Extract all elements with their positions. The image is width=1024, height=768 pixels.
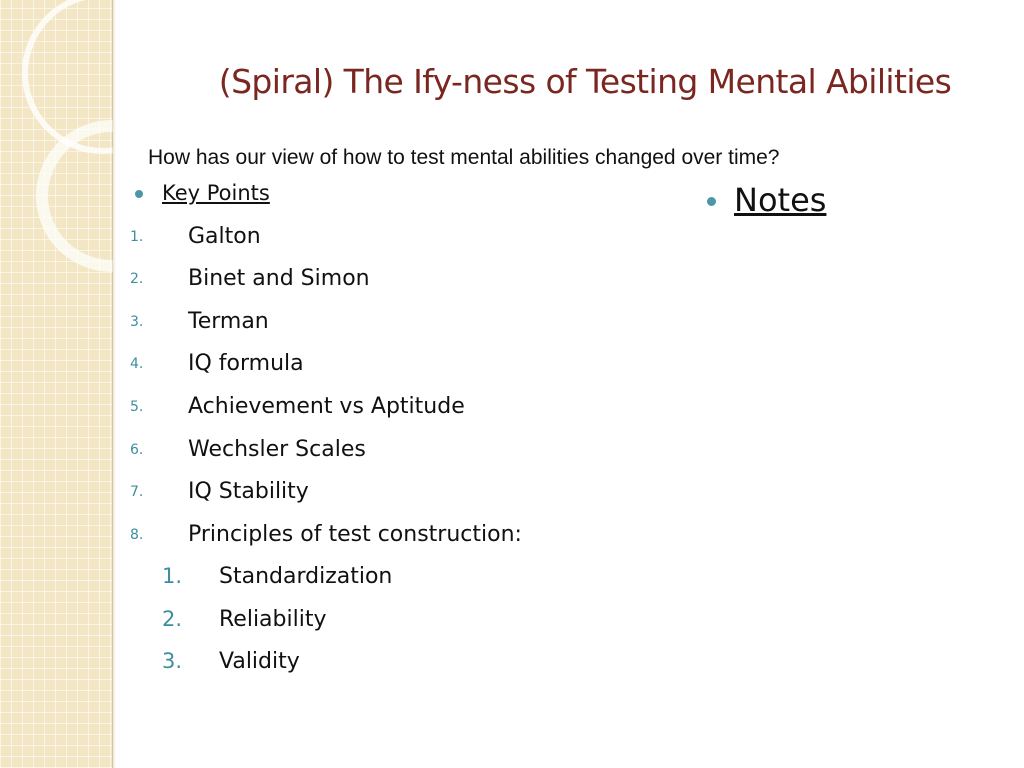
list-number: 1. (130, 229, 144, 245)
sub-list-number: 1. (162, 564, 183, 588)
sub-list-number: 3. (162, 649, 183, 673)
key-points-heading: Key Points (162, 181, 270, 205)
list-text: Terman (188, 309, 269, 334)
list-number: 5. (130, 399, 144, 415)
bullet-icon (135, 190, 143, 198)
list-number: 6. (130, 442, 144, 458)
list-text: Binet and Simon (188, 266, 370, 291)
list-text: Wechsler Scales (188, 437, 366, 462)
slide-title: (Spiral) The Ify-ness of Testing Mental Abilities (218, 62, 952, 101)
notes-heading: Notes (734, 181, 827, 219)
sub-list-number: 2. (162, 607, 183, 631)
list-number: 3. (130, 314, 144, 330)
sidebar-shadow (112, 0, 116, 768)
slide-subtitle: How has our view of how to test mental abilities changed over time? (148, 146, 780, 169)
list-text: Achievement vs Aptitude (188, 394, 465, 419)
list-number: 7. (130, 484, 144, 500)
list-number: 8. (130, 527, 144, 543)
bullet-icon (707, 197, 716, 206)
list-number: 4. (130, 356, 144, 372)
sub-list-text: Validity (219, 649, 300, 674)
list-number: 2. (130, 271, 144, 287)
list-text: Galton (188, 224, 261, 249)
list-text: Principles of test construction: (188, 522, 522, 547)
sub-list-text: Reliability (219, 607, 327, 632)
decorative-sidebar (0, 0, 113, 768)
sub-list-text: Standardization (219, 564, 393, 589)
list-text: IQ Stability (188, 479, 309, 504)
list-text: IQ formula (188, 351, 304, 376)
